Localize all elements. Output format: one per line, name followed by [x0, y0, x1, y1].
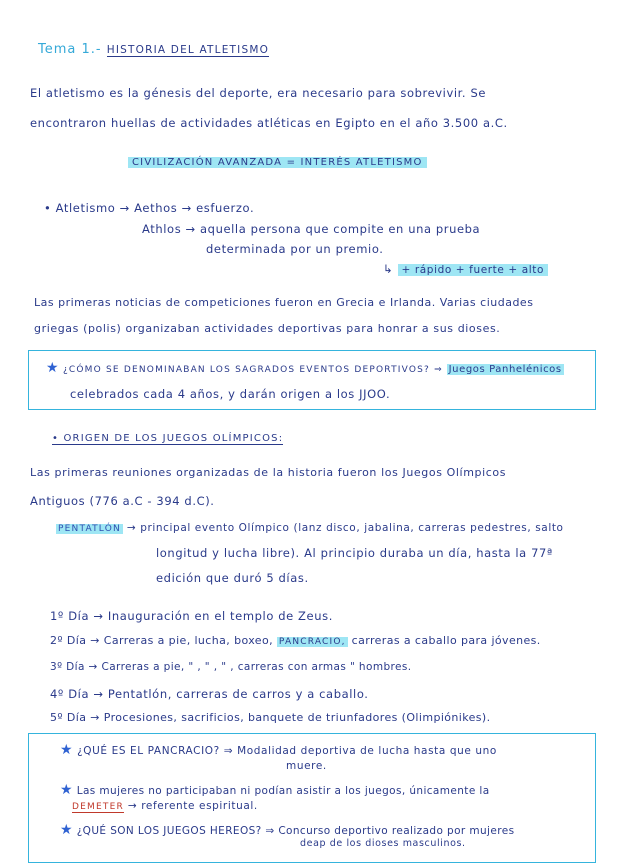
atletismo-line-1: • Atletismo → Aethos → esfuerzo.: [44, 201, 255, 215]
box2-q2b: → referente espiritual.: [127, 800, 258, 812]
box2-q1-line: [60, 742, 497, 758]
box2-q1: ¿QUÉ ES EL PANCRACIO? ⇒ Modalidad deportiva de lucha hasta que uno: [77, 745, 497, 757]
box2-q3-line: [60, 822, 514, 838]
dia-1: 1º Día → Inauguración en el templo de Zeus.: [50, 609, 333, 623]
pentatlon-label: PENTATLÓN: [58, 524, 121, 534]
box2-q3b: deap de los dioses masculinos.: [300, 838, 466, 849]
dia-5: 5º Día → Procesiones, sacrificios, banquete de triunfadores (Olimpiónikes).: [50, 711, 491, 724]
origen-heading: • ORIGEN DE LOS JUEGOS OLÍMPICOS:: [52, 433, 284, 444]
origen-line-1: Las primeras reuniones organizadas de la historia fueron los Juegos Olímpicos: [30, 466, 507, 479]
atletismo-line-2: Athlos → aquella persona que compite en una prueba: [142, 222, 481, 236]
box1-question-line: [46, 360, 564, 376]
box1-question: ¿CÓMO SE DENOMINABAN LOS SAGRADOS EVENTOS DEPORTIVOS? ⇒: [62, 365, 443, 375]
noticias-line-2: griegas (polis) organizaban actividades deportivas para honrar a sus dioses.: [34, 322, 501, 335]
box2-q2b-line: [72, 800, 258, 812]
pentatlon-line-3: edición que duró 5 días.: [156, 571, 309, 585]
pentatlon-line-1: [56, 522, 564, 534]
arrow-icon: ↳: [383, 262, 394, 276]
atletismo-arrow: [383, 262, 548, 276]
box2-q2-line: [60, 782, 490, 798]
dia-3: 3º Día → Carreras a pie, " , " , " , carreras con armas " hombres.: [50, 661, 412, 673]
box1-line-2: celebrados cada 4 años, y darán origen a los JJOO.: [70, 387, 391, 401]
dia-2: [50, 634, 541, 647]
box2-q2: Las mujeres no participaban ni podían asistir a los juegos, únicamente la: [76, 785, 490, 797]
civilizacion-highlight: CIVILIZACIÓN AVANZADA = INTERÉS ATLETISMO: [128, 157, 427, 168]
origen-line-2: Antiguos (776 a.C - 394 d.C).: [30, 494, 215, 508]
star-icon: ★: [60, 822, 73, 838]
noticias-line-1: Las primeras noticias de competiciones fueron en Grecia e Irlanda. Varias ciudades: [34, 296, 534, 309]
intro-line-1: El atletismo es la génesis del deporte, era necesario para sobrevivir. Se: [30, 86, 487, 100]
dia-2-pancracio: PANCRACIO,: [278, 637, 346, 647]
pentatlon-line-2: longitud y lucha libre). Al principio duraba un día, hasta la 77ª: [156, 546, 553, 560]
dia-2-text-a: 2º Día → Carreras a pie, lucha, boxeo,: [50, 634, 274, 647]
intro-line-2: encontraron huellas de actividades atléticas en Egipto en el año 3.500 a.C.: [30, 116, 508, 130]
atletismo-highlight: + rápido + fuerte + alto: [398, 264, 549, 276]
pentatlon-text-1: → principal evento Olímpico (lanz disco, jabalina, carreras pedestres, salto: [126, 522, 564, 534]
title-historia: HISTORIA DEL ATLETISMO: [106, 44, 270, 56]
title-tema: Tema 1.-: [38, 42, 102, 57]
box2-q1b: muere.: [286, 760, 327, 772]
dia-4: 4º Día → Pentatlón, carreras de carros y a caballo.: [50, 687, 369, 701]
star-icon: ★: [60, 742, 74, 758]
page-title: [38, 42, 269, 57]
question-box-1: [28, 350, 596, 410]
atletismo-line-3: determinada por un premio.: [206, 242, 384, 256]
box2-q3: ¿QUÉ SON LOS JUEGOS HEREOS? ⇒ Concurso deportivo realizado por mujeres: [76, 825, 515, 837]
box1-answer: Juegos Panhelénicos: [448, 364, 562, 375]
star-icon: ★: [60, 782, 73, 798]
star-icon: ★: [46, 360, 60, 376]
dia-2-text-c: carreras a caballo para jóvenes.: [351, 634, 541, 647]
box2-demeter: DEMETER: [72, 802, 124, 812]
